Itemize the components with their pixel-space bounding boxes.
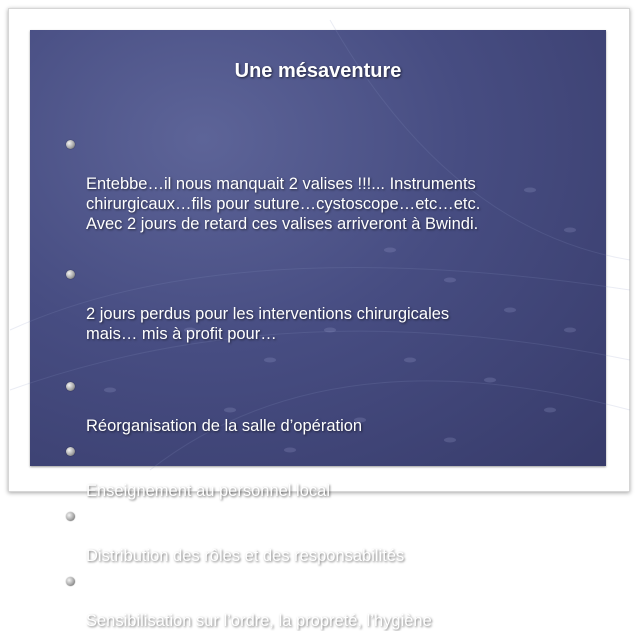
bullet-text: Sensibilisation sur l’ordre, la propreté, l’hygiène	[86, 612, 432, 630]
bullet-item	[66, 134, 586, 234]
bullet-text: Entebbe…il nous manquait 2 valises !!!... Instruments chirurgicaux…fils pour suture…cystoscope…etc…etc. Avec 2 jours de retard ces valises arriveront à Bwindi.	[86, 175, 481, 233]
bullet-text: Enseignement au personnel local	[86, 482, 330, 500]
bullet-item	[66, 506, 586, 566]
sphere-bullet-icon	[66, 512, 75, 521]
bullet-item	[66, 264, 586, 344]
sphere-bullet-icon	[66, 447, 75, 456]
bullet-text: Distribution des rôles et des responsabilités	[86, 547, 405, 565]
slide-title: Une mésaventure	[234, 60, 402, 82]
bullet-item	[66, 441, 586, 501]
bullet-list	[66, 134, 586, 631]
sphere-bullet-icon	[66, 270, 75, 279]
bullet-item	[66, 376, 586, 436]
sphere-bullet-icon	[66, 382, 75, 391]
sphere-bullet-icon	[66, 577, 75, 586]
bullet-text: 2 jours perdus pour les interventions chirurgicales mais… mis à profit pour…	[86, 305, 450, 343]
bullet-item	[66, 571, 586, 631]
sphere-bullet-icon	[66, 140, 75, 149]
slide	[30, 30, 606, 630]
bullet-text: Réorganisation de la salle d’opération	[86, 417, 363, 435]
